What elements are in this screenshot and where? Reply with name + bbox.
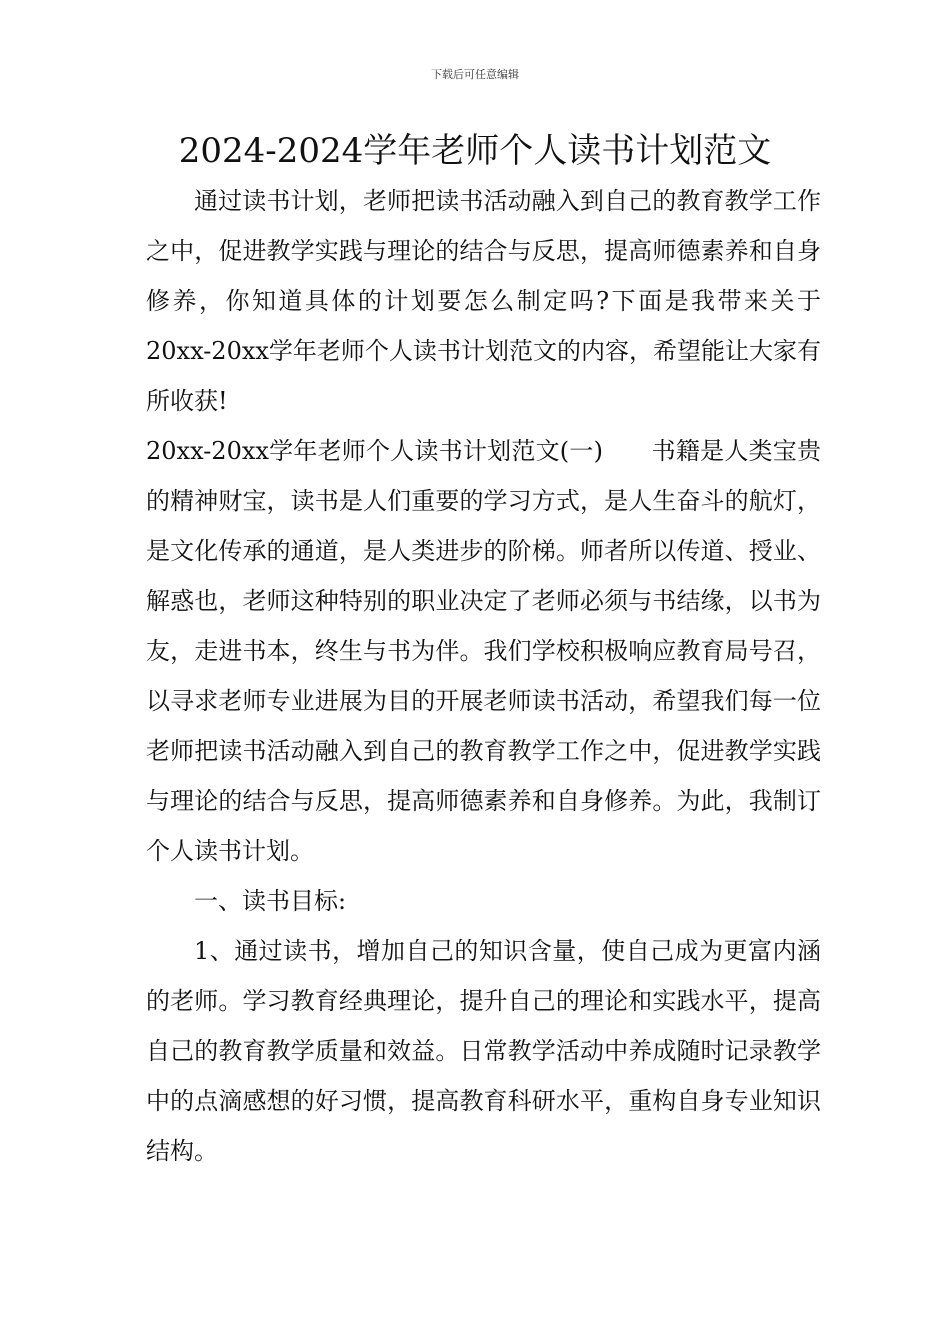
document-body	[146, 176, 821, 1176]
reading-goals-heading: 一、读书目标:	[194, 887, 347, 915]
page-title: 2024-2024学年老师个人读书计划范文	[178, 131, 772, 171]
intro-paragraph: 通过读书计划，老师把读书活动融入到自己的教育教学工作之中，促进教学实践与理论的结合与反思，提高师德素养和自身修养，你知道具体的计划要怎么制定吗?下面是我带来关于20xx-20xx学年老师个人读书计划范文的内容，希望能让大家有所收获!	[146, 187, 821, 415]
section-one-paragraph: 20xx-20xx学年老师个人读书计划范文(一) 书籍是人类宝贵的精神财宝，读书是人们重要的学习方式，是人生奋斗的航灯，是文化传承的通道，是人类进步的阶梯。师者所以传道、授业、解惑也，老师这种特别的职业决定了老师必须与书结缘，以书为友，走进书本，终生与书为伴。我们学校积极响应教育局号召，以寻求老师专业进展为目的开展老师读书活动，希望我们每一位老师把读书活动融入到自己的教育教学工作之中，促进教学实践与理论的结合与反思，提高师德素养和自身修养。为此，我制订个人读书计划。	[146, 437, 821, 865]
goal-one-paragraph: 1、通过读书，增加自己的知识含量，使自己成为更富内涵的老师。学习教育经典理论，提升自己的理论和实践水平，提高自己的教育教学质量和效益。日常教学活动中养成随时记录教学中的点滴感想的好习惯，提高教育科研水平，重构自身专业知识结构。	[146, 937, 821, 1165]
header-note: 下载后可任意编辑	[431, 68, 519, 81]
